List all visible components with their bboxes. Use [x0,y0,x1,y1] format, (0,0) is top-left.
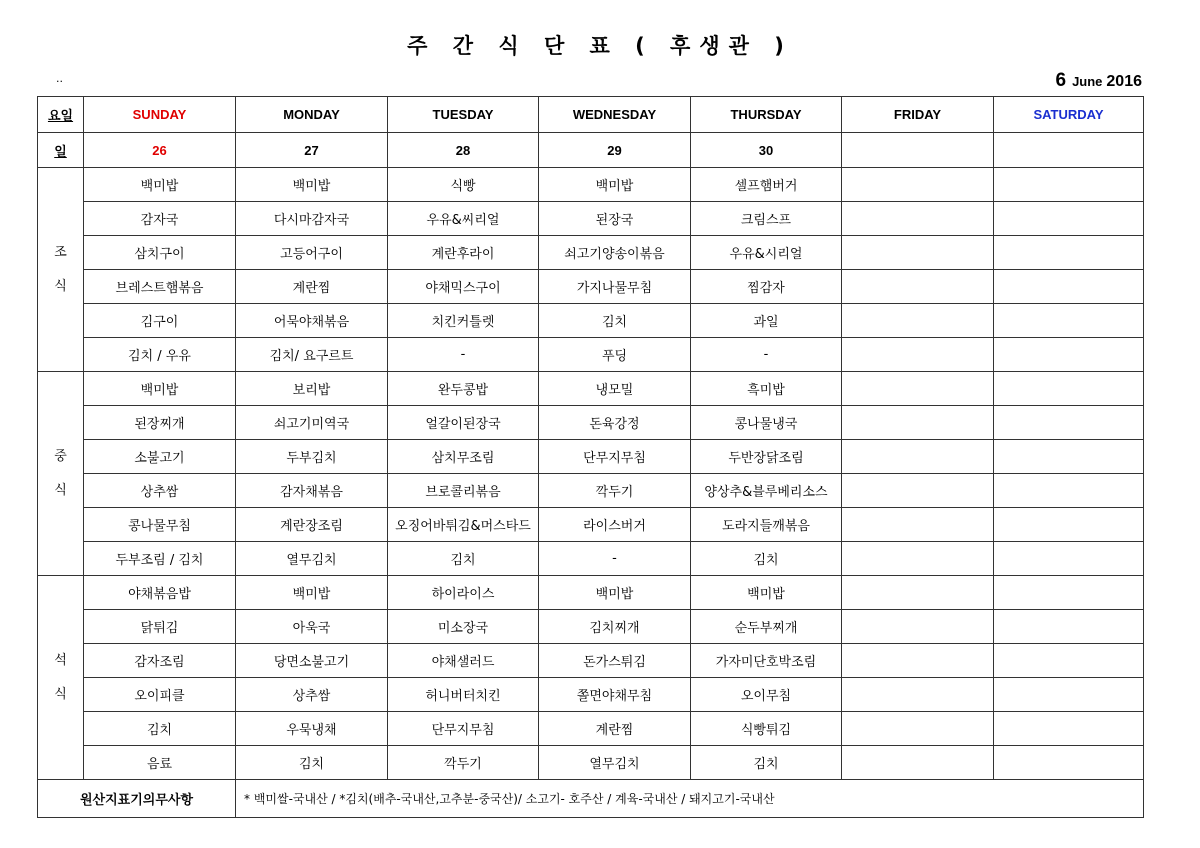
menu-cell [994,508,1144,542]
menu-cell: 치킨커틀렛 [388,304,539,338]
menu-cell [842,474,994,508]
menu-cell [994,372,1144,406]
menu-cell [842,508,994,542]
menu-cell: 감자국 [84,202,236,236]
menu-cell: 닭튀김 [84,610,236,644]
menu-cell: 아욱국 [236,610,388,644]
date-cell-saturday [994,133,1144,168]
day-label-cell: 요일 [38,97,84,133]
date-label-cell: 일 [38,133,84,168]
menu-cell: 쫄면야채무침 [539,678,691,712]
table-row [38,610,1144,644]
menu-cell: 셀프햄버거 [691,168,842,202]
menu-cell: 소불고기 [84,440,236,474]
menu-cell [994,168,1144,202]
menu-cell: 열무김치 [236,542,388,576]
menu-cell: 콩나물무침 [84,508,236,542]
menu-cell [842,678,994,712]
day-header-saturday: SATURDAY [994,97,1144,133]
menu-cell: 가지나물무침 [539,270,691,304]
table-row [38,712,1144,746]
date-day: 6 [1055,70,1067,91]
menu-cell [994,746,1144,780]
origin-notice-row [38,780,1144,818]
menu-cell: 과일 [691,304,842,338]
date-month: June [1072,74,1103,89]
menu-cell [994,542,1144,576]
menu-cell: 김치 [388,542,539,576]
table-row [38,338,1144,372]
menu-cell: 두반장닭조림 [691,440,842,474]
table-row [38,168,1144,202]
menu-cell: 쇠고기미역국 [236,406,388,440]
menu-cell: 다시마감자국 [236,202,388,236]
menu-cell: 크림스프 [691,202,842,236]
menu-cell: 돈육강정 [539,406,691,440]
table-row [38,270,1144,304]
menu-cell: 계란찜 [539,712,691,746]
menu-cell: 된장찌개 [84,406,236,440]
menu-cell [842,746,994,780]
table-row [38,644,1144,678]
menu-cell: 열무김치 [539,746,691,780]
menu-cell: 가자미단호박조림 [691,644,842,678]
menu-cell: 우묵냉채 [236,712,388,746]
table-row [38,474,1144,508]
menu-cell: 쇠고기양송이볶음 [539,236,691,270]
date-cell-monday: 27 [236,133,388,168]
origin-notice-label: 원산지표기의무사항 [38,780,236,818]
menu-cell [842,304,994,338]
menu-cell: 야채믹스구이 [388,270,539,304]
table-row [38,236,1144,270]
menu-cell: 김치 [84,712,236,746]
menu-cell: 김치 [691,746,842,780]
menu-cell: 고등어구이 [236,236,388,270]
menu-cell: 깍두기 [539,474,691,508]
menu-cell [994,474,1144,508]
menu-cell: 우유&시리얼 [691,236,842,270]
menu-cell: 미소장국 [388,610,539,644]
table-row [38,406,1144,440]
menu-cell [842,168,994,202]
page-title: 주 간 식 단 표 ( 후생관 ) [407,34,793,58]
origin-notice-text: * 백미쌀-국내산 / *김치(배추-국내산,고추분-중국산)/ 소고기- 호주산 / 계육-국내산 / 돼지고기-국내산 [236,780,1144,818]
menu-cell: 깍두기 [388,746,539,780]
menu-cell: 백미밥 [236,168,388,202]
menu-cell: 콩나물냉국 [691,406,842,440]
menu-cell [994,610,1144,644]
table-row [38,542,1144,576]
menu-cell: 흑미밥 [691,372,842,406]
menu-cell [842,644,994,678]
menu-cell: 식빵튀김 [691,712,842,746]
menu-cell [994,304,1144,338]
menu-cell: 삼치구이 [84,236,236,270]
menu-cell: 하이라이스 [388,576,539,610]
menu-cell: 돈가스튀김 [539,644,691,678]
menu-cell: 두부조림 / 김치 [84,542,236,576]
menu-cell [994,236,1144,270]
table-row [38,372,1144,406]
menu-cell: 백미밥 [84,372,236,406]
menu-cell: 계란장조림 [236,508,388,542]
menu-cell: 백미밥 [539,168,691,202]
menu-cell [842,270,994,304]
menu-cell: 야채볶음밥 [84,576,236,610]
menu-cell: 당면소불고기 [236,644,388,678]
menu-cell: 허니버터치킨 [388,678,539,712]
table-row [38,440,1144,474]
menu-cell: 계란후라이 [388,236,539,270]
menu-cell [994,338,1144,372]
menu-cell [994,678,1144,712]
meal-label-breakfast [38,168,84,372]
menu-cell: 음료 [84,746,236,780]
table-row [38,576,1144,610]
date-cell-friday [842,133,994,168]
menu-cell [842,440,994,474]
table-row [38,508,1144,542]
date-cell-thursday: 30 [691,133,842,168]
menu-cell: 백미밥 [236,576,388,610]
menu-cell: 우유&씨리얼 [388,202,539,236]
menu-cell: 완두콩밥 [388,372,539,406]
day-header-row [38,97,1144,133]
dots-mark: .. [56,72,63,85]
menu-cell [842,338,994,372]
menu-cell: - [388,338,539,372]
day-header-sunday: SUNDAY [84,97,236,133]
menu-cell: 감자조림 [84,644,236,678]
menu-cell: 김치찌개 [539,610,691,644]
day-header-monday: MONDAY [236,97,388,133]
menu-cell [842,712,994,746]
menu-cell: 상추쌈 [84,474,236,508]
weekly-menu-table [37,96,1144,818]
menu-cell: 백미밥 [84,168,236,202]
table-row [38,304,1144,338]
menu-cell: 브레스트햄볶음 [84,270,236,304]
menu-cell: 식빵 [388,168,539,202]
menu-cell: 오이무침 [691,678,842,712]
menu-cell [842,372,994,406]
menu-cell [842,542,994,576]
menu-cell [994,202,1144,236]
menu-cell: 계란찜 [236,270,388,304]
menu-cell: 백미밥 [539,576,691,610]
table-row [38,746,1144,780]
menu-cell: 도라지들깨볶음 [691,508,842,542]
meal-label-lunch [38,372,84,576]
menu-cell: - [691,338,842,372]
meal-label-char: 식 [54,482,67,498]
menu-cell: - [539,542,691,576]
menu-cell [842,202,994,236]
meal-label-dinner [38,576,84,780]
meal-label-char: 중 [54,448,67,464]
menu-cell: 김치/ 요구르트 [236,338,388,372]
date-cell-sunday: 26 [84,133,236,168]
date-display [1055,70,1142,92]
menu-cell: 오이피클 [84,678,236,712]
menu-cell: 김치 [691,542,842,576]
menu-cell: 양상추&블루베리소스 [691,474,842,508]
menu-cell: 상추쌈 [236,678,388,712]
menu-cell: 김치 [236,746,388,780]
menu-cell: 두부김치 [236,440,388,474]
menu-cell: 라이스버거 [539,508,691,542]
menu-cell: 삼치무조림 [388,440,539,474]
menu-cell: 얼갈이된장국 [388,406,539,440]
menu-cell: 단무지무침 [539,440,691,474]
menu-cell: 찜감자 [691,270,842,304]
menu-cell [842,406,994,440]
date-row [38,133,1144,168]
menu-cell: 김치 / 우유 [84,338,236,372]
menu-cell: 단무지무침 [388,712,539,746]
menu-cell [842,610,994,644]
menu-cell: 야채샐러드 [388,644,539,678]
table-row [38,202,1144,236]
menu-cell [994,712,1144,746]
menu-cell [842,576,994,610]
day-header-tuesday: TUESDAY [388,97,539,133]
menu-cell: 어묵야채볶음 [236,304,388,338]
menu-cell [842,236,994,270]
menu-cell: 김구이 [84,304,236,338]
table-row [38,678,1144,712]
menu-cell: 된장국 [539,202,691,236]
meal-label-char: 석 [54,652,67,668]
menu-cell [994,576,1144,610]
menu-cell [994,440,1144,474]
menu-cell: 백미밥 [691,576,842,610]
date-cell-tuesday: 28 [388,133,539,168]
menu-cell: 냉모밀 [539,372,691,406]
menu-cell [994,270,1144,304]
date-cell-wednesday: 29 [539,133,691,168]
menu-cell [994,644,1144,678]
date-year: 2016 [1106,73,1142,90]
menu-cell: 오징어바튀김&머스타드 [388,508,539,542]
menu-cell: 보리밥 [236,372,388,406]
menu-cell: 푸딩 [539,338,691,372]
menu-cell [994,406,1144,440]
menu-cell: 브로콜리볶음 [388,474,539,508]
menu-cell: 순두부찌개 [691,610,842,644]
menu-cell: 감자채볶음 [236,474,388,508]
day-header-thursday: THURSDAY [691,97,842,133]
menu-cell: 김치 [539,304,691,338]
meal-label-char: 조 [54,244,67,260]
day-header-wednesday: WEDNESDAY [539,97,691,133]
meal-label-char: 식 [54,278,67,294]
meal-label-char: 식 [54,686,67,702]
day-header-friday: FRIDAY [842,97,994,133]
